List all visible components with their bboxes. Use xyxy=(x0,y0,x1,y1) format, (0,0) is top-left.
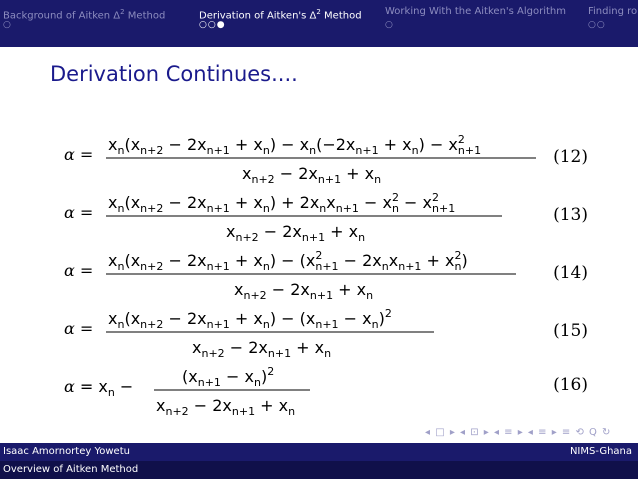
svg-text:xn+2 − 2xn+1 + xn: $x_{n+2} - 2x_{n+1} + x_n$ xyxy=(234,280,374,302)
equation-block xyxy=(0,125,638,425)
beamer-navigation-symbols[interactable]: ◂ □ ▸ ◂ ⊡ ▸ ◂ ≡ ▸ ◂ ≡ ▸ ≡ ⟲ Q ↻ xyxy=(425,427,612,438)
equation-16 xyxy=(0,357,638,418)
equation-15 xyxy=(0,299,638,360)
svg-text:xn(xn+2 − 2xn+1 + xn) − (xn+1: $x_n(x_{n+2} - 2x_{n+1} + x_n) - (x_{n+1} - x_n)^2$ xyxy=(108,307,392,331)
svg-text:α =: α = xyxy=(64,319,94,338)
footer-author-bar xyxy=(0,443,638,461)
footer-title-bar xyxy=(0,461,638,479)
svg-text:xn+2 − 2xn+1 + xn: $x_{n+2} - 2x_{n+1} + x_n$ xyxy=(226,222,366,244)
nav-dots-finding[interactable]: ○○ xyxy=(588,20,606,30)
svg-text:xn(xn+2 − 2xn+1 + xn) − (x2n+1: $x_n(x_{n+2} - 2x_{n+1} + x_n) - (x^2$ $n+1 - 2x_nx_{n+1} + x^2$ n) xyxy=(108,249,468,273)
equation-15-formula xyxy=(64,299,564,359)
nav-section-working[interactable]: Working With the Aitken's Algorithm xyxy=(385,6,567,17)
equation-13-formula xyxy=(64,183,564,243)
svg-text:xn+2 − 2xn+1 + xn: $x_{n+2} - 2x_{n+1} + x_n$ xyxy=(192,338,332,360)
equation-12 xyxy=(0,125,638,186)
svg-text:α =: α = xyxy=(64,145,94,164)
nav-section-finding[interactable]: Finding ro xyxy=(588,6,638,17)
equation-16-formula xyxy=(64,357,564,417)
svg-text:xn+2 − 2xn+1 + xn: $x_{n+2} - 2x_{n+1} + x_n$ xyxy=(242,164,382,186)
nav-dots-background[interactable]: ○ xyxy=(3,20,12,30)
section-navigation-bar xyxy=(0,0,638,47)
nav-dots-derivation[interactable]: ○○● xyxy=(199,20,226,30)
footer-short-title: Overview of Aitken Method xyxy=(3,464,139,475)
nav-section-background[interactable]: Background of Aitken $\Delta^2$ Method xyxy=(3,8,166,22)
nav-dots-working[interactable]: ○ xyxy=(385,20,394,30)
footer-institute: NIMS-Ghana xyxy=(569,446,632,457)
svg-text:xn+2 − 2xn+1 + xn: $x_{n+2} - 2x_{n+1} + x_n$ xyxy=(156,396,296,418)
equation-number-15: (15) xyxy=(553,321,588,341)
svg-text:xn(xn+2 − 2xn+1 + xn) + 2xnxn+: $x_n(x_{n+2} - 2x_{n+1} + x_n) + 2x_nx_{n+1} - x^2$ $n - x^2$ n+1 xyxy=(108,191,456,215)
svg-text:α =: α = xyxy=(64,203,94,222)
equation-13 xyxy=(0,183,638,244)
svg-text:(xn+1 − xn)2: $(x_{n+1} - x_n)^2$ xyxy=(182,365,275,389)
svg-text:xn(xn+2 − 2xn+1 + xn) − xn(−2x: $x_n(x_{n+2} - 2x_{n+1} + x_n) - x_n(-2x_{n+1} + x_n) - x^2$ n+1 xyxy=(108,133,482,157)
equation-12-formula xyxy=(64,125,564,185)
equation-number-12: (12) xyxy=(553,147,588,167)
nav-section-derivation[interactable]: Derivation of Aitken's $\Delta^2$ Method xyxy=(199,8,362,22)
equation-14-formula xyxy=(64,241,564,301)
frame-title: Derivation Continues.... xyxy=(50,62,298,86)
equation-number-13: (13) xyxy=(553,205,588,225)
svg-text:α = xn −: $\alpha = x_n$ − xyxy=(64,377,134,399)
svg-text:α =: α = xyxy=(64,261,94,280)
equation-number-14: (14) xyxy=(553,263,588,283)
equation-number-16: (16) xyxy=(553,375,588,395)
equation-14 xyxy=(0,241,638,302)
footer-author: Isaac Amornortey Yowetu xyxy=(3,446,130,457)
